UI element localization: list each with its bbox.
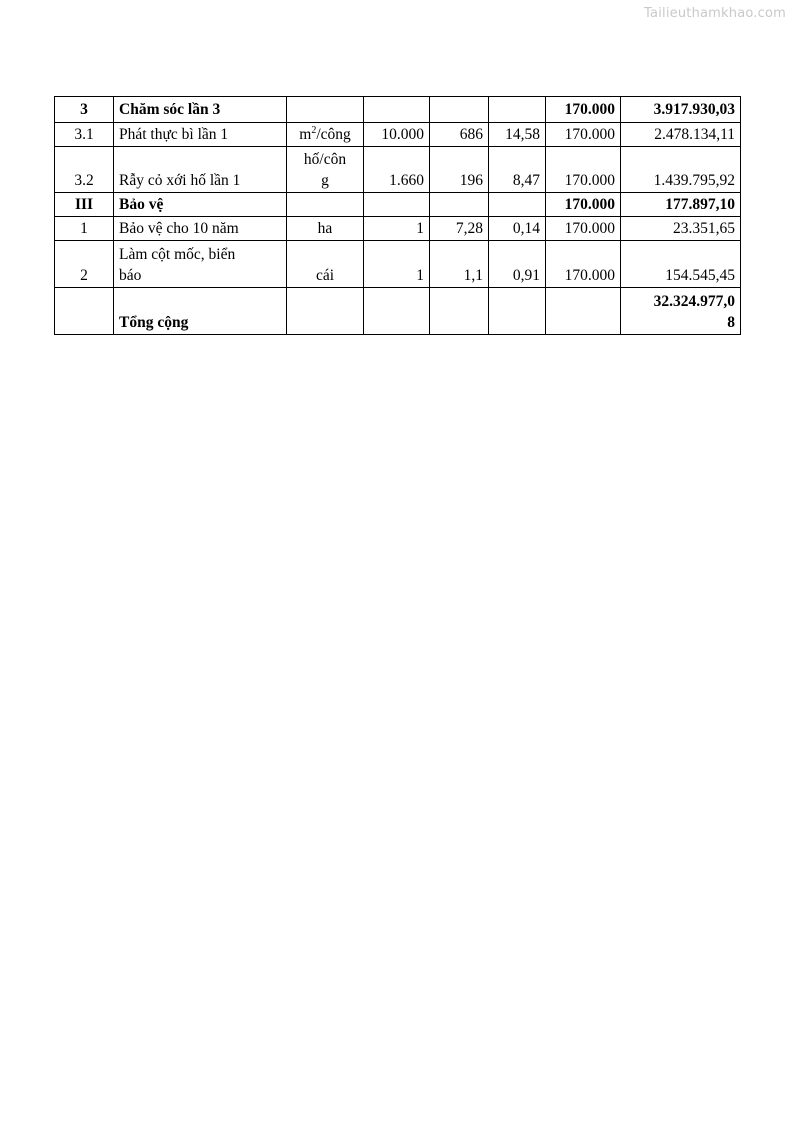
quantity-cell: [364, 288, 430, 335]
norm-cell: 7,28: [430, 217, 489, 241]
unit-superscript: 2: [311, 125, 317, 136]
norm-cell: 686: [430, 123, 489, 147]
table-row: [55, 241, 741, 288]
item-name: [114, 241, 287, 288]
unit-cell: cái: [287, 241, 364, 288]
unit-price-cell: 170.000: [546, 193, 621, 217]
item-name: Bảo vệ cho 10 năm: [114, 217, 287, 241]
item-name: Phát thực bì lần 1: [114, 123, 287, 147]
amount-cell: 3.917.930,03: [621, 97, 741, 123]
unit-price-cell: 170.000: [546, 217, 621, 241]
unit-price-cell: 170.000: [546, 123, 621, 147]
amount-cell: 2.478.134,11: [621, 123, 741, 147]
total-row: [55, 288, 741, 335]
unit-price-cell: 170.000: [546, 241, 621, 288]
labor-cell: [489, 97, 546, 123]
unit-cell: ha: [287, 217, 364, 241]
table-row: [55, 147, 741, 193]
table-row: [55, 123, 741, 147]
norm-cell: [430, 97, 489, 123]
amount-cell: 1.439.795,92: [621, 147, 741, 193]
total-label: Tổng cộng: [114, 288, 287, 335]
labor-cell: 14,58: [489, 123, 546, 147]
watermark-text: Tailieuthamkhao.com: [644, 6, 786, 21]
labor-cell: 0,91: [489, 241, 546, 288]
amount-cell: 23.351,65: [621, 217, 741, 241]
quantity-cell: 10.000: [364, 123, 430, 147]
row-number: [55, 288, 114, 335]
row-number: 2: [55, 241, 114, 288]
labor-cell: 0,14: [489, 217, 546, 241]
unit-cell: [287, 288, 364, 335]
amount-cell: 154.545,45: [621, 241, 741, 288]
row-number: 3.1: [55, 123, 114, 147]
row-number: 3: [55, 97, 114, 123]
item-name: Rẫy cỏ xới hố lần 1: [114, 147, 287, 193]
unit-cell: [287, 193, 364, 217]
table-row: [55, 217, 741, 241]
grand-total-line-1: 32.324.977,0: [653, 293, 735, 310]
grand-total-cell: [621, 288, 741, 335]
quantity-cell: [364, 193, 430, 217]
unit-price-cell: 170.000: [546, 147, 621, 193]
unit-cell: [287, 97, 364, 123]
row-number: 1: [55, 217, 114, 241]
table-row: [55, 193, 741, 217]
labor-cell: [489, 288, 546, 335]
row-number: 3.2: [55, 147, 114, 193]
unit-cell: [287, 147, 364, 193]
table-row: [55, 97, 741, 123]
item-name-line-1: Làm cột mốc, biển: [119, 246, 236, 263]
unit-line-2: g: [321, 172, 329, 189]
labor-cell: [489, 193, 546, 217]
quantity-cell: 1.660: [364, 147, 430, 193]
unit-base: m: [299, 126, 312, 143]
norm-cell: [430, 193, 489, 217]
cost-table: [54, 96, 741, 335]
grand-total-line-2: 8: [727, 314, 735, 331]
unit-price-cell: 170.000: [546, 97, 621, 123]
item-name: Bảo vệ: [114, 193, 287, 217]
norm-cell: 196: [430, 147, 489, 193]
row-number: III: [55, 193, 114, 217]
norm-cell: [430, 288, 489, 335]
item-name: Chăm sóc lần 3: [114, 97, 287, 123]
unit-line-1: hố/côn: [303, 151, 347, 168]
unit-price-cell: [546, 288, 621, 335]
quantity-cell: 1: [364, 217, 430, 241]
unit-rest: /công: [316, 126, 351, 143]
unit-cell: [287, 123, 364, 147]
norm-cell: 1,1: [430, 241, 489, 288]
amount-cell: 177.897,10: [621, 193, 741, 217]
labor-cell: 8,47: [489, 147, 546, 193]
quantity-cell: [364, 97, 430, 123]
item-name-line-2: báo: [119, 267, 142, 284]
quantity-cell: 1: [364, 241, 430, 288]
